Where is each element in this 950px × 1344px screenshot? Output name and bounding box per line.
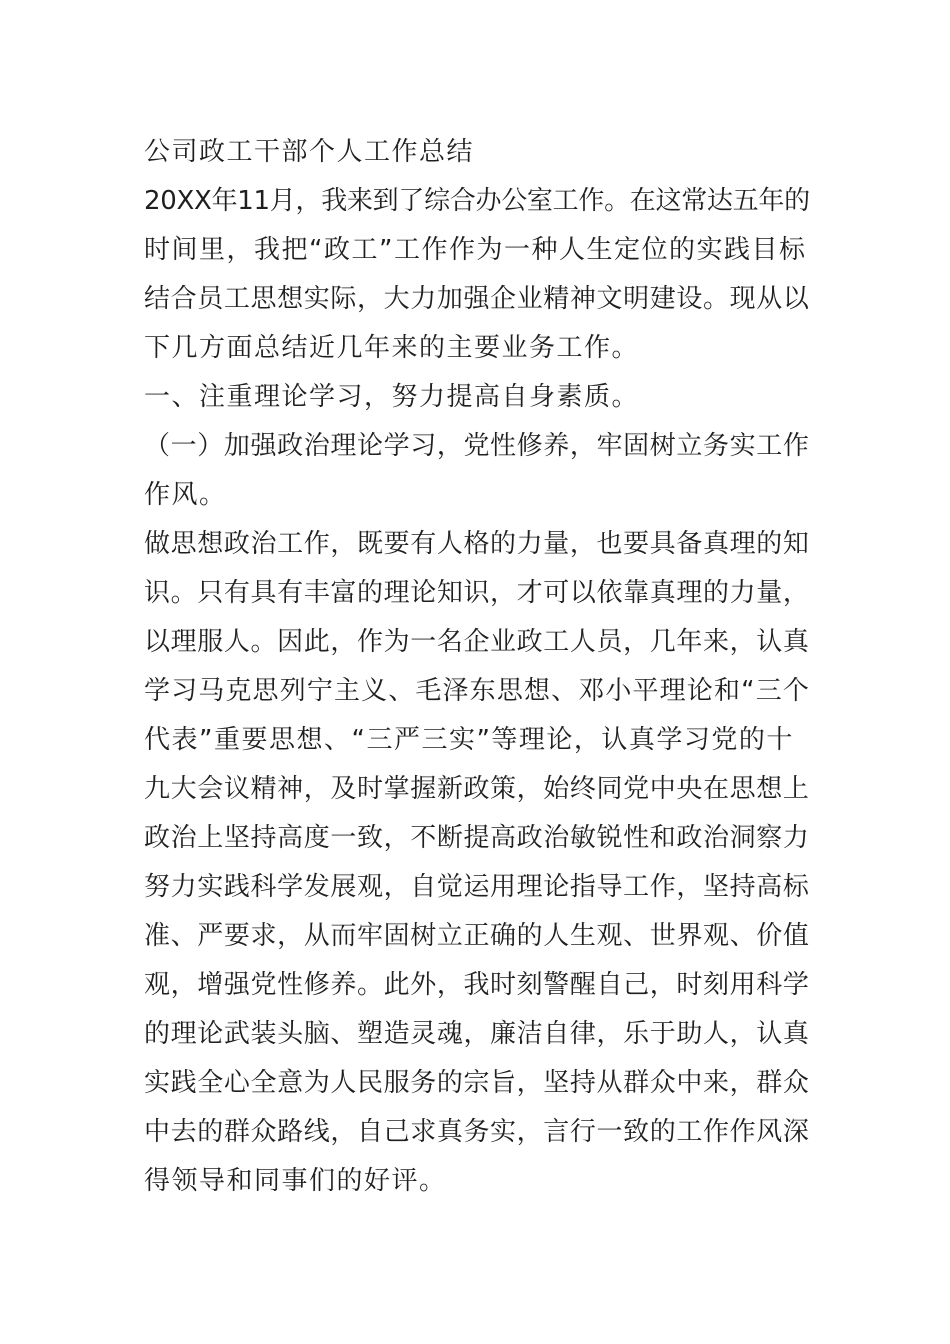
text-line: 以理服人。因此，作为一名企业政工人员，几年来，认真 xyxy=(144,627,810,657)
text-line: 的理论武装头脑、塑造灵魂，廉洁自律，乐于助人，认真 xyxy=(144,1019,810,1049)
text-line: 20XX年11月，我来到了综合办公室工作。在这常达五年的 xyxy=(144,186,810,216)
text-line: 结合员工思想实际，大力加强企业精神文明建设。现从以 xyxy=(144,284,810,314)
text-line: 实践全心全意为人民服务的宗旨，坚持从群众中来，群众 xyxy=(144,1068,810,1098)
text-line: 学习马克思列宁主义、毛泽东思想、邓小平理论和“三个 xyxy=(144,676,810,706)
text-line: 做思想政治工作，既要有人格的力量，也要具备真理的知 xyxy=(144,529,810,559)
text-line: 得领导和同事们的好评。 xyxy=(144,1166,447,1196)
subsection-heading: 作风。 xyxy=(144,480,227,510)
section-heading: 一、注重理论学习，努力提高自身素质。 xyxy=(144,382,640,412)
text-line: 时间里，我把“政工”工作作为一种人生定位的实践目标 xyxy=(144,235,807,265)
document-body xyxy=(144,128,810,1206)
text-line: 政治上坚持高度一致，不断提高政治敏锐性和政治洞察力 xyxy=(144,823,810,853)
text-line: 识。只有具有丰富的理论知识，才可以依靠真理的力量， xyxy=(144,578,810,608)
text-line: 中去的群众路线，自己求真务实，言行一致的工作作风深 xyxy=(144,1117,810,1147)
text-line: 代表”重要思想、“三严三实”等理论，认真学习党的十 xyxy=(144,725,794,755)
text-line: 九大会议精神，及时掌握新政策，始终同党中央在思想上 xyxy=(144,774,810,804)
subsection-heading: （一）加强政治理论学习，党性修养，牢固树立务实工作 xyxy=(144,431,810,461)
text-line: 准、严要求，从而牢固树立正确的人生观、世界观、价值 xyxy=(144,921,810,951)
text-line: 努力实践科学发展观，自觉运用理论指导工作，坚持高标 xyxy=(144,872,810,902)
text-line: 观，增强党性修养。此外，我时刻警醒自己，时刻用科学 xyxy=(144,970,810,1000)
document-title: 公司政工干部个人工作总结 xyxy=(144,137,475,167)
text-line: 下几方面总结近几年来的主要业务工作。 xyxy=(144,333,640,363)
